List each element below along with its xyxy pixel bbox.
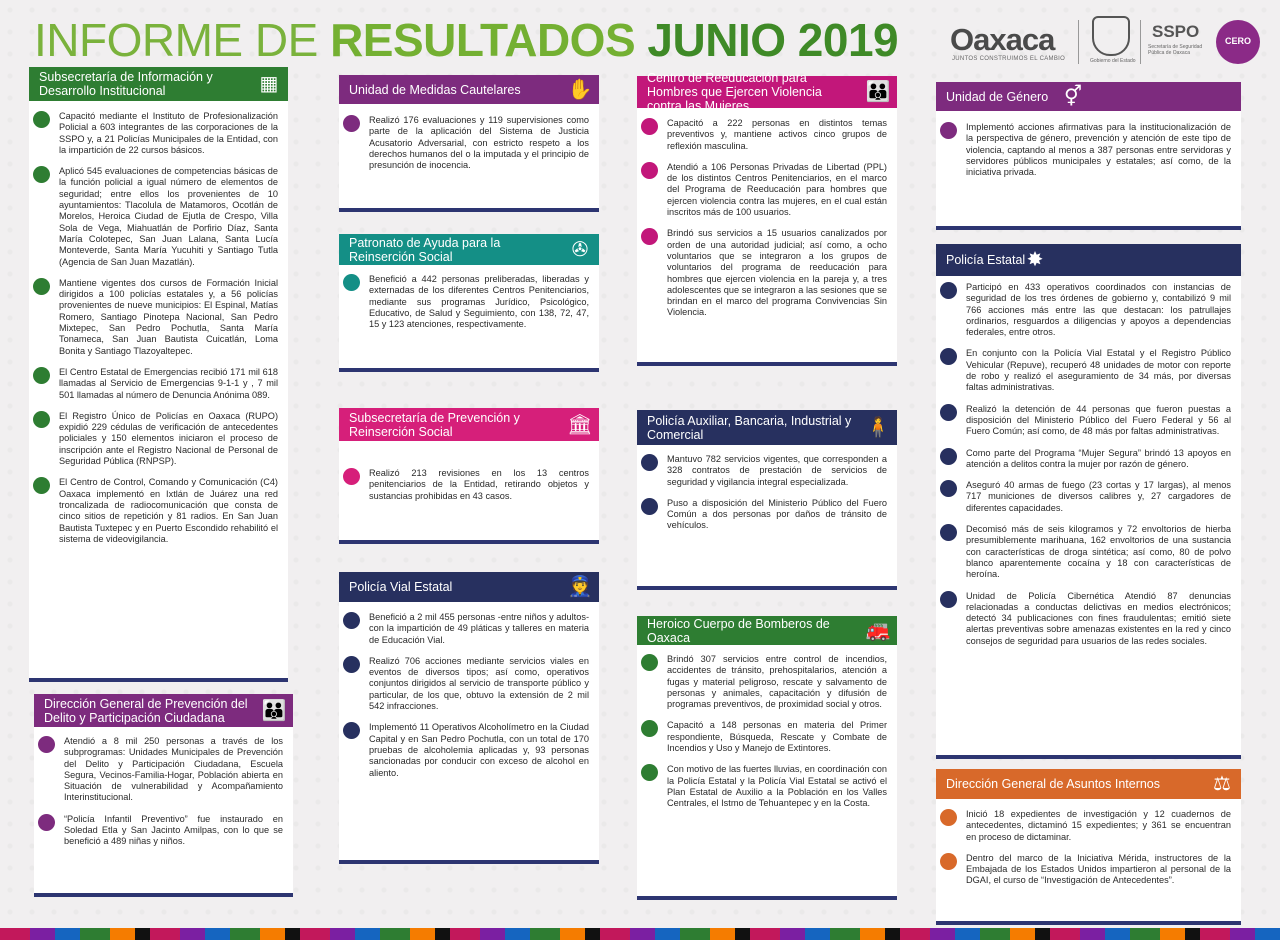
bullet-dot-icon — [940, 348, 957, 365]
card-body — [637, 118, 897, 329]
bullet-dot-icon — [343, 115, 360, 132]
list-item — [667, 764, 887, 809]
list-item — [966, 524, 1231, 580]
list-item — [966, 404, 1231, 438]
list-item — [59, 278, 278, 357]
aperture-icon: ✇ — [571, 238, 589, 261]
card-title: Policía Auxiliar, Bancaria, Industrial y Comercial — [647, 413, 852, 442]
bullet-dot-icon — [641, 228, 658, 245]
bullet-dot-icon — [343, 612, 360, 629]
item-text: Capacitó mediante el Instituto de Profesionalización Policial a 603 integrantes de las corporaciones de la SSPO y, a 21 Policías Municipales de la Entidad, con la impartición de 22 cursos básicos. — [59, 111, 278, 155]
card-title: Dirección General de Prevención del Delito y Participación Ciudadana — [44, 696, 248, 725]
bullet-dot-icon — [940, 809, 957, 826]
item-text: “Policía Infantil Preventivo” fue instaurado en Soledad Etla y San Jacinto Amilpas, con lo que se benefició a 489 niñas y niños. — [64, 813, 283, 847]
hand-icon: ✋ — [567, 78, 593, 101]
card-body — [637, 654, 897, 820]
bullet-dot-icon — [343, 656, 360, 673]
card-title: Patronato de Ayuda para la Reinserción Social — [349, 235, 501, 264]
card-title: Centro de Reeducación para Hombres que Ejercen Violencia contra las Mujeres — [647, 71, 822, 113]
list-item — [369, 115, 589, 171]
card-body — [936, 809, 1241, 897]
item-text: Benefició a 442 personas preliberadas, liberadas y externadas de los diferentes Centros Penitenciarios, mediante sus programas Jurídico, Psicológico, Educativo, de Salud y Seguimiento, con 138, 72, 47, 15 y 123 atenciones, respectivamente. — [369, 274, 589, 330]
list-item — [667, 498, 887, 532]
item-text: Unidad de Policía Cibernética Atendió 87 denuncias relacionadas a conductas delictivas en medios electrónicos; detectó 34 publicaciones con fines fraudulentas; emitió siete alertas preventivas sobre amenazas existentes en la red y cinco consejos de seguridad para usuarios de las redes sociales. — [966, 590, 1231, 646]
list-item — [369, 468, 589, 502]
list-item — [966, 809, 1231, 843]
item-text: Como parte del Programa “Mujer Segura” brindó 13 apoyos en atención a delitos contra la mujer por razón de género. — [966, 447, 1231, 469]
card-body — [637, 454, 897, 542]
list-item — [667, 162, 887, 218]
card-genero — [936, 82, 1241, 230]
item-text: Mantiene vigentes dos cursos de Formación Inicial dirigidos a 100 policías estatales y, a 56 policías provenientes de nueve municipios: El Espinal, Matías Romero, Santiago Pinotepa Nacional, San Pedro Mixtepec, San Pedro Pochutla, Santa María Tonameca, San Juan Bautista Cuicatlán, Loma Bonita y Santiago Tlazoyaltepec. — [59, 277, 278, 356]
card-body — [936, 282, 1241, 657]
list-item — [369, 612, 589, 646]
bullet-dot-icon — [33, 111, 50, 128]
card-body — [29, 111, 288, 555]
item-text: Aplicó 545 evaluaciones de competencias básicas de la función policial a igual número de elementos de seguridad; entre ellos los provenientes de 10 ayuntamientos: Tlacolula de Matamoros, Ocotlán de Morelos, Heroica Ciudad de Ejutla de Crespo, Villa Sola de Vega, Miahuatlán de Porfirio Díaz, Santa María Colotepec, San Juan Lalana, Santa Lucía Monteverde, Santa María Yucuhiti y Santiago Tutla (Agencia de San Juan Mazatlán). — [59, 166, 278, 267]
card-reeducacion — [637, 71, 897, 366]
bullet-dot-icon — [940, 591, 957, 608]
card-title: Subsecretaría de Prevención y Reinserción Social — [349, 410, 520, 439]
list-item — [966, 591, 1231, 647]
bullet-dot-icon — [641, 118, 658, 135]
list-item — [667, 720, 887, 754]
card-title: Heroico Cuerpo de Bomberos de Oaxaca — [647, 616, 830, 645]
oaxaca-slogan: JUNTOS CONSTRUIMOS EL CAMBIO — [952, 56, 1066, 62]
item-text: Implementó 11 Operativos Alcoholímetro en la Ciudad Capital y en San Pedro Pochutla, con un total de 170 pruebas de alcoholemia aplicadas y, 93 personas sancionadas por conducir con exceso de alcohol en aliento. — [369, 722, 589, 778]
item-text: Atendió a 106 Personas Privadas de Libertad (PPL) de los distintos Centros Penitenciarios, en el marco del Programa de Reeducación para hombres que ejercen violencia contra las mujeres, en el cual están inscritos más de 100 usuarios. — [667, 161, 887, 218]
bullet-dot-icon — [33, 278, 50, 295]
bullet-dot-icon — [940, 282, 957, 299]
card-body — [339, 274, 599, 340]
bullet-dot-icon — [641, 162, 658, 179]
list-item — [966, 122, 1231, 178]
card-prevencion-reinsercion — [339, 408, 599, 544]
item-text: Realizó 706 acciones mediante servicios viales en eventos de diversos tipos; así como, operativos conjuntos dirigidos al servicio de transporte público y particular, de los que, obtuvo la extensión de 2 mil 542 infracciones. — [369, 655, 589, 712]
bullet-dot-icon — [940, 404, 957, 421]
page-title — [34, 10, 898, 70]
title-part-resultados: RESULTADOS — [330, 14, 648, 66]
item-text: Realizó la detención de 44 personas que fueron puestas a disposición del Ministerio Público del Fuero Federal y 56 al Fuero Común; así como, de 48 más por faltas administrativas. — [966, 403, 1231, 437]
card-cautelares — [339, 75, 599, 212]
list-item — [59, 411, 278, 467]
bullet-dot-icon — [343, 274, 360, 291]
item-text: Capacitó a 222 personas en distintos temas preventivos y, mantiene activos cinco grupos de reflexión masculina. — [667, 118, 887, 151]
item-text: Brindó 307 servicios entre control de incendios, accidentes de tránsito, prehospitalarios, atención a fugas y material peligroso, rescate y salvamento de personas y animales, capacitación y difusión de programas preventivos, de proximidad social y otros. — [667, 654, 887, 710]
card-title: Unidad de Género — [946, 89, 1049, 104]
item-text: El Centro Estatal de Emergencias recibió 171 mil 618 llamadas al Servicio de Emergencias 9-1-1 y , 7 mil 501 llamadas al número de Denuncia Anónima 089. — [59, 366, 278, 400]
card-title: Policía Vial Estatal — [349, 580, 453, 594]
logo-divider — [1078, 20, 1079, 64]
item-text: Puso a disposición del Ministerio Público del Fuero Común a dos personas por daños de tránsito de vehículos. — [667, 497, 887, 531]
bullet-dot-icon — [343, 722, 360, 739]
item-text: Participó en 433 operativos coordinados con instancias de seguridad de los tres órdenes de gobierno y, contabilizó 9 mil 766 acciones más entre las que destacan: los patrullajes ordinarios, resguardos a diligencias y apoyos a dependencias federales, entre otros. — [966, 282, 1231, 338]
sspo-subtitle: Secretaría de Seguridad Pública de Oaxaca — [1148, 44, 1203, 56]
list-item — [966, 480, 1231, 514]
bullet-dot-icon — [641, 454, 658, 471]
title-part-informe: INFORME DE — [34, 14, 331, 66]
bullet-dot-icon — [33, 166, 50, 183]
card-info — [29, 67, 288, 682]
bullet-dot-icon — [940, 448, 957, 465]
card-prevencion-delito — [34, 694, 293, 897]
gobierno-label: Gobierno del Estado — [1090, 58, 1136, 64]
list-item — [59, 477, 278, 545]
prison-icon: 🏛 — [567, 413, 593, 436]
bullet-dot-icon — [343, 468, 360, 485]
list-item — [667, 654, 887, 710]
item-text: Decomisó más de seis kilogramos y 72 envoltorios de hierba presumiblemente marihuana, 162 envoltorios de una sustancia con características de droga sintética; así como, 80 de polvo blanco aparentemente cocaína y 18 con características de heroína. — [966, 524, 1231, 580]
traffic-officer-icon: 👮 — [567, 576, 593, 598]
card-body — [339, 612, 599, 789]
card-body — [339, 115, 599, 181]
item-text: Realizó 176 evaluaciones y 119 supervisiones como parte de la aplicación del Sistema de Justicia Acusatorio Adversarial, con estricto respeto a los derechos humanos del o la imputada y el principio de presunción de inocencia. — [369, 115, 589, 171]
scales-icon: ⚖ — [1213, 773, 1231, 795]
list-item — [64, 736, 283, 804]
item-text: Con motivo de las fuertes lluvias, en coordinación con la Policía Estatal y la Policía Vial Estatal se activó el Plan Estatal de Auxilio a la Población en los Valles Centrales, el Istmo de Tehuantepec y en la Costa. — [667, 764, 887, 809]
bullet-dot-icon — [940, 853, 957, 870]
card-body — [34, 736, 293, 858]
item-text: Dentro del marco de la Iniciativa Mérida, instructores de la Embajada de los Estados Unidos impartieron al personal de la DGAI, el curso de “Investigación de Antecedentes”. — [966, 852, 1231, 886]
card-title: Unidad de Medidas Cautelares — [349, 82, 521, 97]
building-icon: ▦ — [259, 73, 279, 95]
list-item — [667, 118, 887, 152]
bullet-dot-icon — [33, 477, 50, 494]
card-asuntos — [936, 769, 1241, 925]
bullet-dot-icon — [641, 720, 658, 737]
list-item — [667, 454, 887, 488]
title-part-date: JUNIO 2019 — [647, 14, 899, 66]
list-item — [966, 282, 1231, 338]
item-text: Implementó acciones afirmativas para la institucionalización de la perspectiva de género, prevención y atención de este tipo de violencia, captando al menos a 387 personas entre servidoras y servidores públicos municipales y estatales; así como, de la iniciativa privada. — [966, 122, 1231, 178]
state-seal-icon — [1092, 16, 1130, 56]
star-badge-icon: ✸ — [1026, 249, 1044, 271]
family-icon: 👪 — [261, 699, 287, 722]
list-item — [369, 656, 589, 712]
item-text: Atendió a 8 mil 250 personas a través de los subprogramas: Unidades Municipales de Prevención del Delito y Participación Ciudadana, Escuela Segura, Vecinos-Familia-Hogar, Población abierta en Situación de vulnerabilidad y Acompañamiento Interinstitucional. — [64, 736, 283, 803]
card-title: Subsecretaría de Información y Desarrollo Institucional — [39, 70, 213, 98]
item-text: Inició 18 expedientes de investigación y 12 cuadernos de antecedentes, dictaminó 15 expedientes; y 361 se encuentran en proceso de dictaminar. — [966, 809, 1231, 842]
card-estatal — [936, 244, 1241, 759]
card-bomberos — [637, 616, 897, 900]
sspo-logo: SSPO — [1152, 22, 1200, 41]
bullet-dot-icon — [641, 498, 658, 515]
bullet-dot-icon — [38, 814, 55, 831]
gender-icon: ⚥ — [1063, 85, 1083, 108]
list-item — [59, 367, 278, 401]
list-item — [59, 111, 278, 156]
bullet-dot-icon — [940, 122, 957, 139]
card-title: Dirección General de Asuntos Internos — [946, 777, 1161, 791]
header-logos — [944, 12, 1264, 70]
list-item — [966, 448, 1231, 471]
card-body — [339, 468, 599, 512]
guard-icon: 🧍 — [865, 416, 891, 439]
item-text: Realizó 213 revisiones en los 13 centros penitenciarios de la Entidad, retirando objetos y sustancias prohibidas en 43 casos. — [369, 468, 589, 501]
card-body — [936, 122, 1241, 188]
card-patronato — [339, 234, 599, 372]
list-item — [369, 274, 589, 330]
item-text: Brindó sus servicios a 15 usuarios canalizados por orden de una autoridad judicial; así como, a ocho voluntarios que se integraron a los grupos de voluntarios del programa de reeducación para hombres que ejercen violencia en la pareja y, a tres adolescentes que se integraron a las sesiones que se brindan en el marco del programa Convivencias Sin Violencia. — [667, 228, 887, 318]
family-icon: 👪 — [865, 81, 891, 103]
item-text: Mantuvo 782 servicios vigentes, que corresponden a 328 contratos de prestación de servicios de seguridad y vigilancia integral especializada. — [667, 454, 887, 487]
bullet-dot-icon — [641, 654, 658, 671]
bullet-dot-icon — [38, 736, 55, 753]
item-text: Capacitó a 148 personas en materia del Primer respondiente, Búsqueda, Rescate y Combate de Incendios y Uso y Manejo de Extintores. — [667, 720, 887, 754]
list-item — [369, 722, 589, 778]
list-item — [59, 166, 278, 268]
logo-divider — [1140, 20, 1141, 64]
item-text: Benefició a 2 mil 455 personas -entre niños y adultos- con la impartición de 49 pláticas y talleres en materia de Educación Vial. — [369, 612, 589, 645]
item-text: El Centro de Control, Comando y Comunicación (C4) Oaxaca implementó en Ixtlán de Juárez una red troncalizada de radiocomunicación que consta de cinco sitios de repetición y 81 radios. En San Juan Bautista Tuxtepec y en Puerto Escondido rehabilitó el sistema de videovigilancia. — [59, 477, 278, 544]
decorative-textile-strip — [0, 928, 1280, 940]
list-item — [667, 228, 887, 318]
item-text: El Registro Único de Policías en Oaxaca (RUPO) expidió 229 cédulas de verificación de antecedentes policiales y 150 elementos iniciaron el proceso de inscripción ante el Registro Nacional de Personal de Seguridad Pública (RNPSP). — [59, 410, 278, 467]
oaxaca-logo: Oaxaca — [950, 22, 1055, 57]
card-auxiliar — [637, 410, 897, 590]
cero-logo: CERO — [1216, 20, 1260, 64]
list-item — [64, 814, 283, 848]
card-title: Policía Estatal — [946, 253, 1026, 267]
bullet-dot-icon — [940, 480, 957, 497]
bullet-dot-icon — [33, 367, 50, 384]
bullet-dot-icon — [33, 411, 50, 428]
card-vial — [339, 572, 599, 864]
item-text: En conjunto con la Policía Vial Estatal y el Registro Público Vehicular (Repuve), recuperó 48 unidades de motor con reporte de robo y realizó el aseguramiento de 34 más, por diversas faltas administrativas. — [966, 348, 1231, 393]
item-text: Aseguró 40 armas de fuego (23 cortas y 17 largas), al menos 717 municiones de diversos calibres y, 27 cargadores de diferentes capacidades. — [966, 480, 1231, 513]
fire-truck-icon: 🚒 — [865, 619, 891, 642]
list-item — [966, 853, 1231, 887]
bullet-dot-icon — [940, 524, 957, 541]
bullet-dot-icon — [641, 764, 658, 781]
list-item — [966, 348, 1231, 393]
